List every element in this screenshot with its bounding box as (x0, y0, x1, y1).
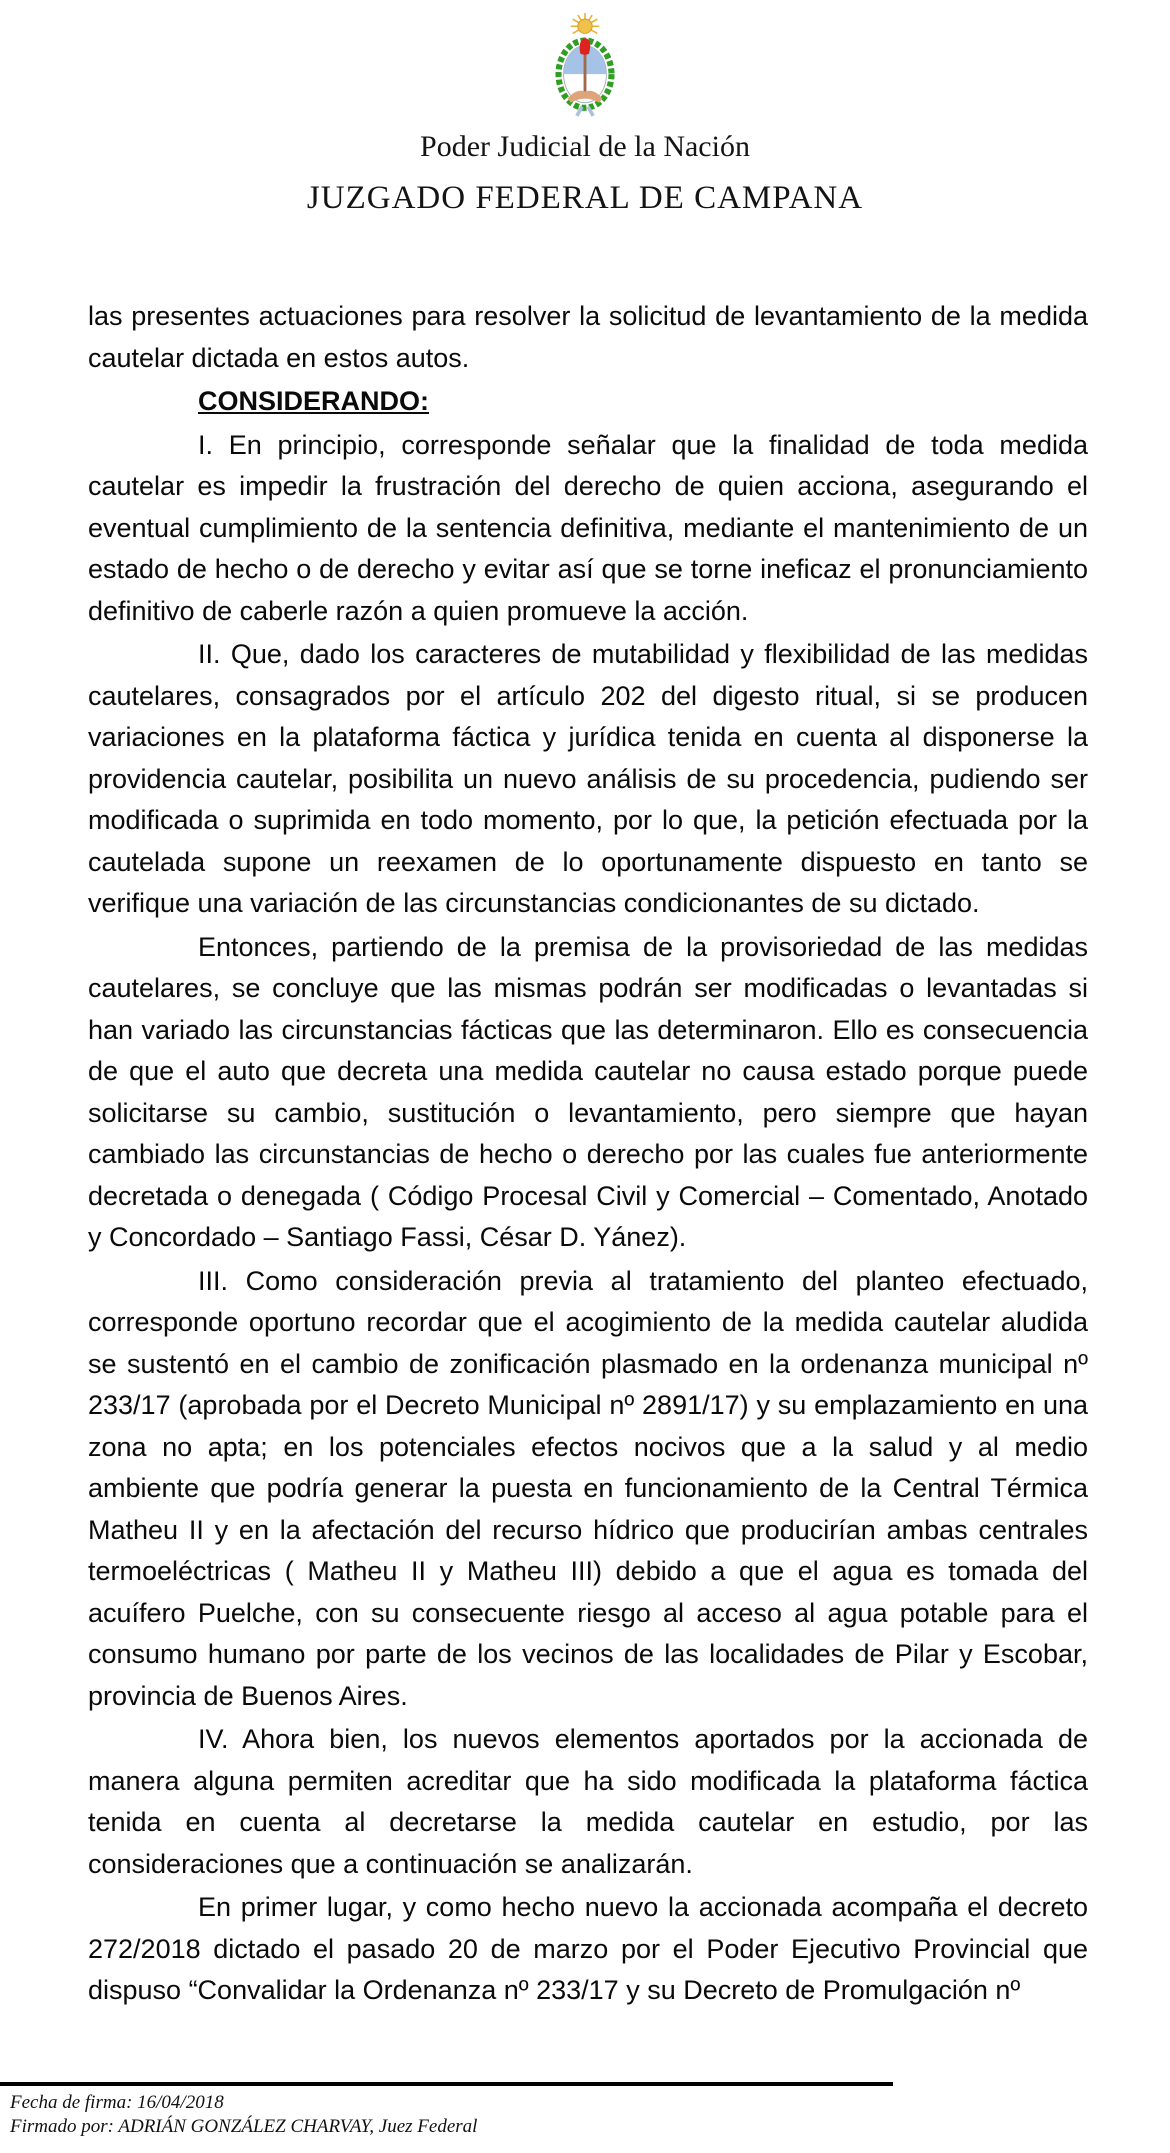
pike-pole (584, 53, 587, 96)
paragraph-iv: IV. Ahora bien, los nuevos elementos aportados por la accionada de manera alguna permiten acreditar que ha sido modificada la plataforma fáctica tenida en cuenta al decretarse la medida cautelar en estudio, por las consideraciones que a continuación se analizarán. (88, 1724, 1088, 1879)
page-bottom-rule (0, 2082, 893, 2086)
paragraph-entonces: Entonces, partiendo de la premisa de la provisoriedad de las medidas cautelares, se concluye que las mismas podrán ser modificadas o levantadas si han variado las circunstancias fácticas que las determinaron. Ello es consecuencia de que el auto que decreta una medida cautelar no causa estado porque puede solicitarse su cambio, sustitución o levantamiento, pero siempre que hayan cambiado las circunstancias de hecho o derecho por las cuales fue anteriormente decretada o denegada ( Código Procesal Civil y Comercial – Comentado, Anotado y Concordado – Santiago Fassi, César D. Yánez). (88, 931, 1088, 1252)
signed-by-line: Firmado por: ADRIÁN GONZÁLEZ CHARVAY, Juez Federal (10, 2116, 478, 2137)
paragraph-i: I. En principio, corresponde señalar que la finalidad de toda medida cautelar es impedir la frustración del derecho de quien acciona, asegurando el eventual cumplimiento de la sentencia definitiva, mediante el mantenimiento de un estado de hecho o de derecho y evitar así que se torne ineficaz el pronunciamiento definitivo de caberle razón a quien promueve la acción. (88, 429, 1088, 626)
section-heading-text: CONSIDERANDO: (198, 386, 430, 416)
signature-date-line: Fecha de firma: 16/04/2018 (10, 2092, 224, 2113)
signature-footer (10, 2091, 477, 2139)
paragraph-intro: las presentes actuaciones para resolver la solicitud de levantamiento de la medida cautelar dictada en estos autos. (88, 301, 1088, 373)
paragraph-ii: II. Que, dado los caracteres de mutabilidad y flexibilidad de las medidas cautelares, consagrados por el artículo 202 del digesto ritual, si se producen variaciones en la plataforma fáctica y jurídica tenida en cuenta al disponerse la providencia cautelar, posibilita un nuevo análisis de su procedencia, pudiendo ser modificada o suprimida en todo momento, por lo que, la petición efectuada por la cautelada supone un reexamen de lo oportunamente dispuesto en tanto se verifique una variación de las circunstancias condicionantes de su dictado. (88, 639, 1088, 918)
paragraph-iii: III. Como consideración previa al tratamiento del planteo efectuado, corresponde oportuno recordar que el acogimiento de la medida cautelar aludida se sustentó en el cambio de zonificación plasmado en la ordenanza municipal nº 233/17 (aprobada por el Decreto Municipal nº 2891/17) y su emplazamiento en una zona no apta; en los potenciales efectos nocivos que a la salud y al medio ambiente que podría generar la puesta en funcionamiento de la Central Térmica Matheu II y en la afectación del recurso hídrico que producirían ambas centrales termoeléctricas ( Matheu II y Matheu III) debido a que el agua es tomada del acuífero Puelche, con su consecuente riesgo al acceso al agua potable para el consumo humano por parte de los vecinos de las localidades de Pilar y Escobar, provincia de Buenos Aires. (88, 1265, 1088, 1711)
section-heading-considerando (88, 381, 1088, 423)
paragraph-en-primer-lugar: En primer lugar, y como hecho nuevo la accionada acompaña el decreto 272/2018 dictado el pasado 20 de marzo por el Poder Ejecutivo Provincial que dispuso “Convalidar la Ordenanza nº 233/17 y su Decreto de Promulgación nº (88, 1892, 1088, 2005)
sun-face (578, 19, 592, 33)
court-title: JUZGADO FEDERAL DE CAMPANA (306, 180, 864, 216)
institution-title: Poder Judicial de la Nación (420, 130, 750, 163)
argentina-coat-of-arms-icon (539, 12, 631, 120)
document-header (0, 12, 1170, 216)
document-body (88, 296, 1088, 2014)
